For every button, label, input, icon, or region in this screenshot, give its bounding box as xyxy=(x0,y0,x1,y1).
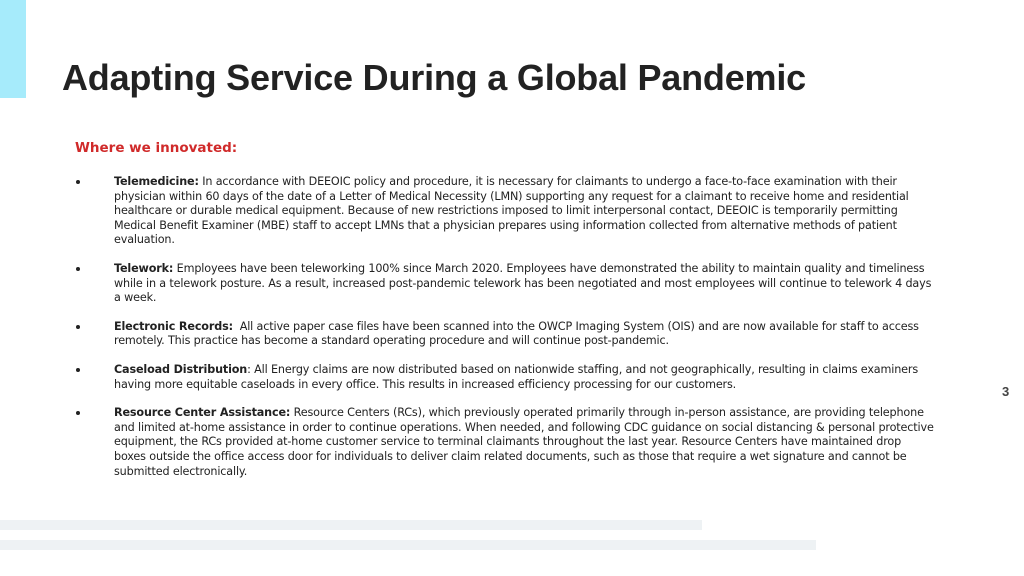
bullet-term: Telework: xyxy=(114,261,174,275)
innovation-list xyxy=(72,175,934,493)
bullet-caseload-distribution xyxy=(72,363,934,392)
bullet-text: Employees have been teleworking 100% since March 2020. Employees have demonstrated the ability to maintain quality and timeliness while in a telework posture. As a result, increased post-pandemic telework has been negotiated and most employees will continue to telework 4 days a week. xyxy=(114,261,932,305)
bullet-resource-center xyxy=(72,406,934,479)
bullet-separator: : xyxy=(247,362,255,376)
bullet-telemedicine xyxy=(72,175,934,248)
section-subheading: Where we innovated: xyxy=(75,140,238,156)
bullet-text: In accordance with DEEOIC policy and procedure, it is necessary for claimants to undergo a face-to-face examination with their physician within 60 days of the date of a Letter of Medical Necessity (LMN) supporting any request for a claimant to receive home and residential healthcare or durable medical equipment. Because of new restrictions imposed to limit interpersonal contact, DEEOIC is temporarily permitting Medical Benefit Examiner (MBE) staff to accept LMNs that a physician prepares using information collected from alternative methods of patient evaluation. xyxy=(114,175,909,247)
footer-decoration-bar xyxy=(0,540,816,550)
bullet-dot-icon xyxy=(76,267,80,271)
bullet-dot-icon xyxy=(76,411,80,415)
bullet-electronic-records xyxy=(72,320,934,349)
bullet-text: Resource Centers (RCs), which previously operated primarily through in-person assistance, are providing telephone and limited at-home assistance in order to continue operations. When needed, and following CDC guidance on social distancing & personal protective equipment, the RCs provided at-home customer service to terminal claimants throughout the last year. Resource Centers have maintained drop boxes outside the office access door for individuals to deliver claim related documents, such as those that require a wet signature and cannot be submitted electronically. xyxy=(114,406,934,478)
accent-bar xyxy=(0,0,26,98)
page-number: 3 xyxy=(1002,384,1010,399)
bullet-text: All active paper case files have been scanned into the OWCP Imaging System (OIS) and are now available for staff to access remotely. This practice has become a standard operating procedure and will continue post-pandemic. xyxy=(114,319,919,348)
bullet-term: Telemedicine: xyxy=(114,175,199,188)
bullet-term: Caseload Distribution xyxy=(114,362,248,376)
slide-title: Adapting Service During a Global Pandemic xyxy=(62,57,806,98)
bullet-dot-icon xyxy=(76,180,80,184)
bullet-separator xyxy=(233,320,240,333)
bullet-text: All Energy claims are now distributed based on nationwide staffing, and not geographically, resulting in claims examiners having more equitable caseloads in every office. This results in increased efficiency processing for our customers. xyxy=(114,362,919,391)
bullet-term: Resource Center Assistance: xyxy=(114,406,291,420)
bullet-term: Electronic Records: xyxy=(114,319,233,333)
bullet-dot-icon xyxy=(76,368,80,372)
bullet-dot-icon xyxy=(76,325,80,329)
bullet-telework xyxy=(72,262,934,306)
footer-decoration-bar xyxy=(0,520,702,530)
